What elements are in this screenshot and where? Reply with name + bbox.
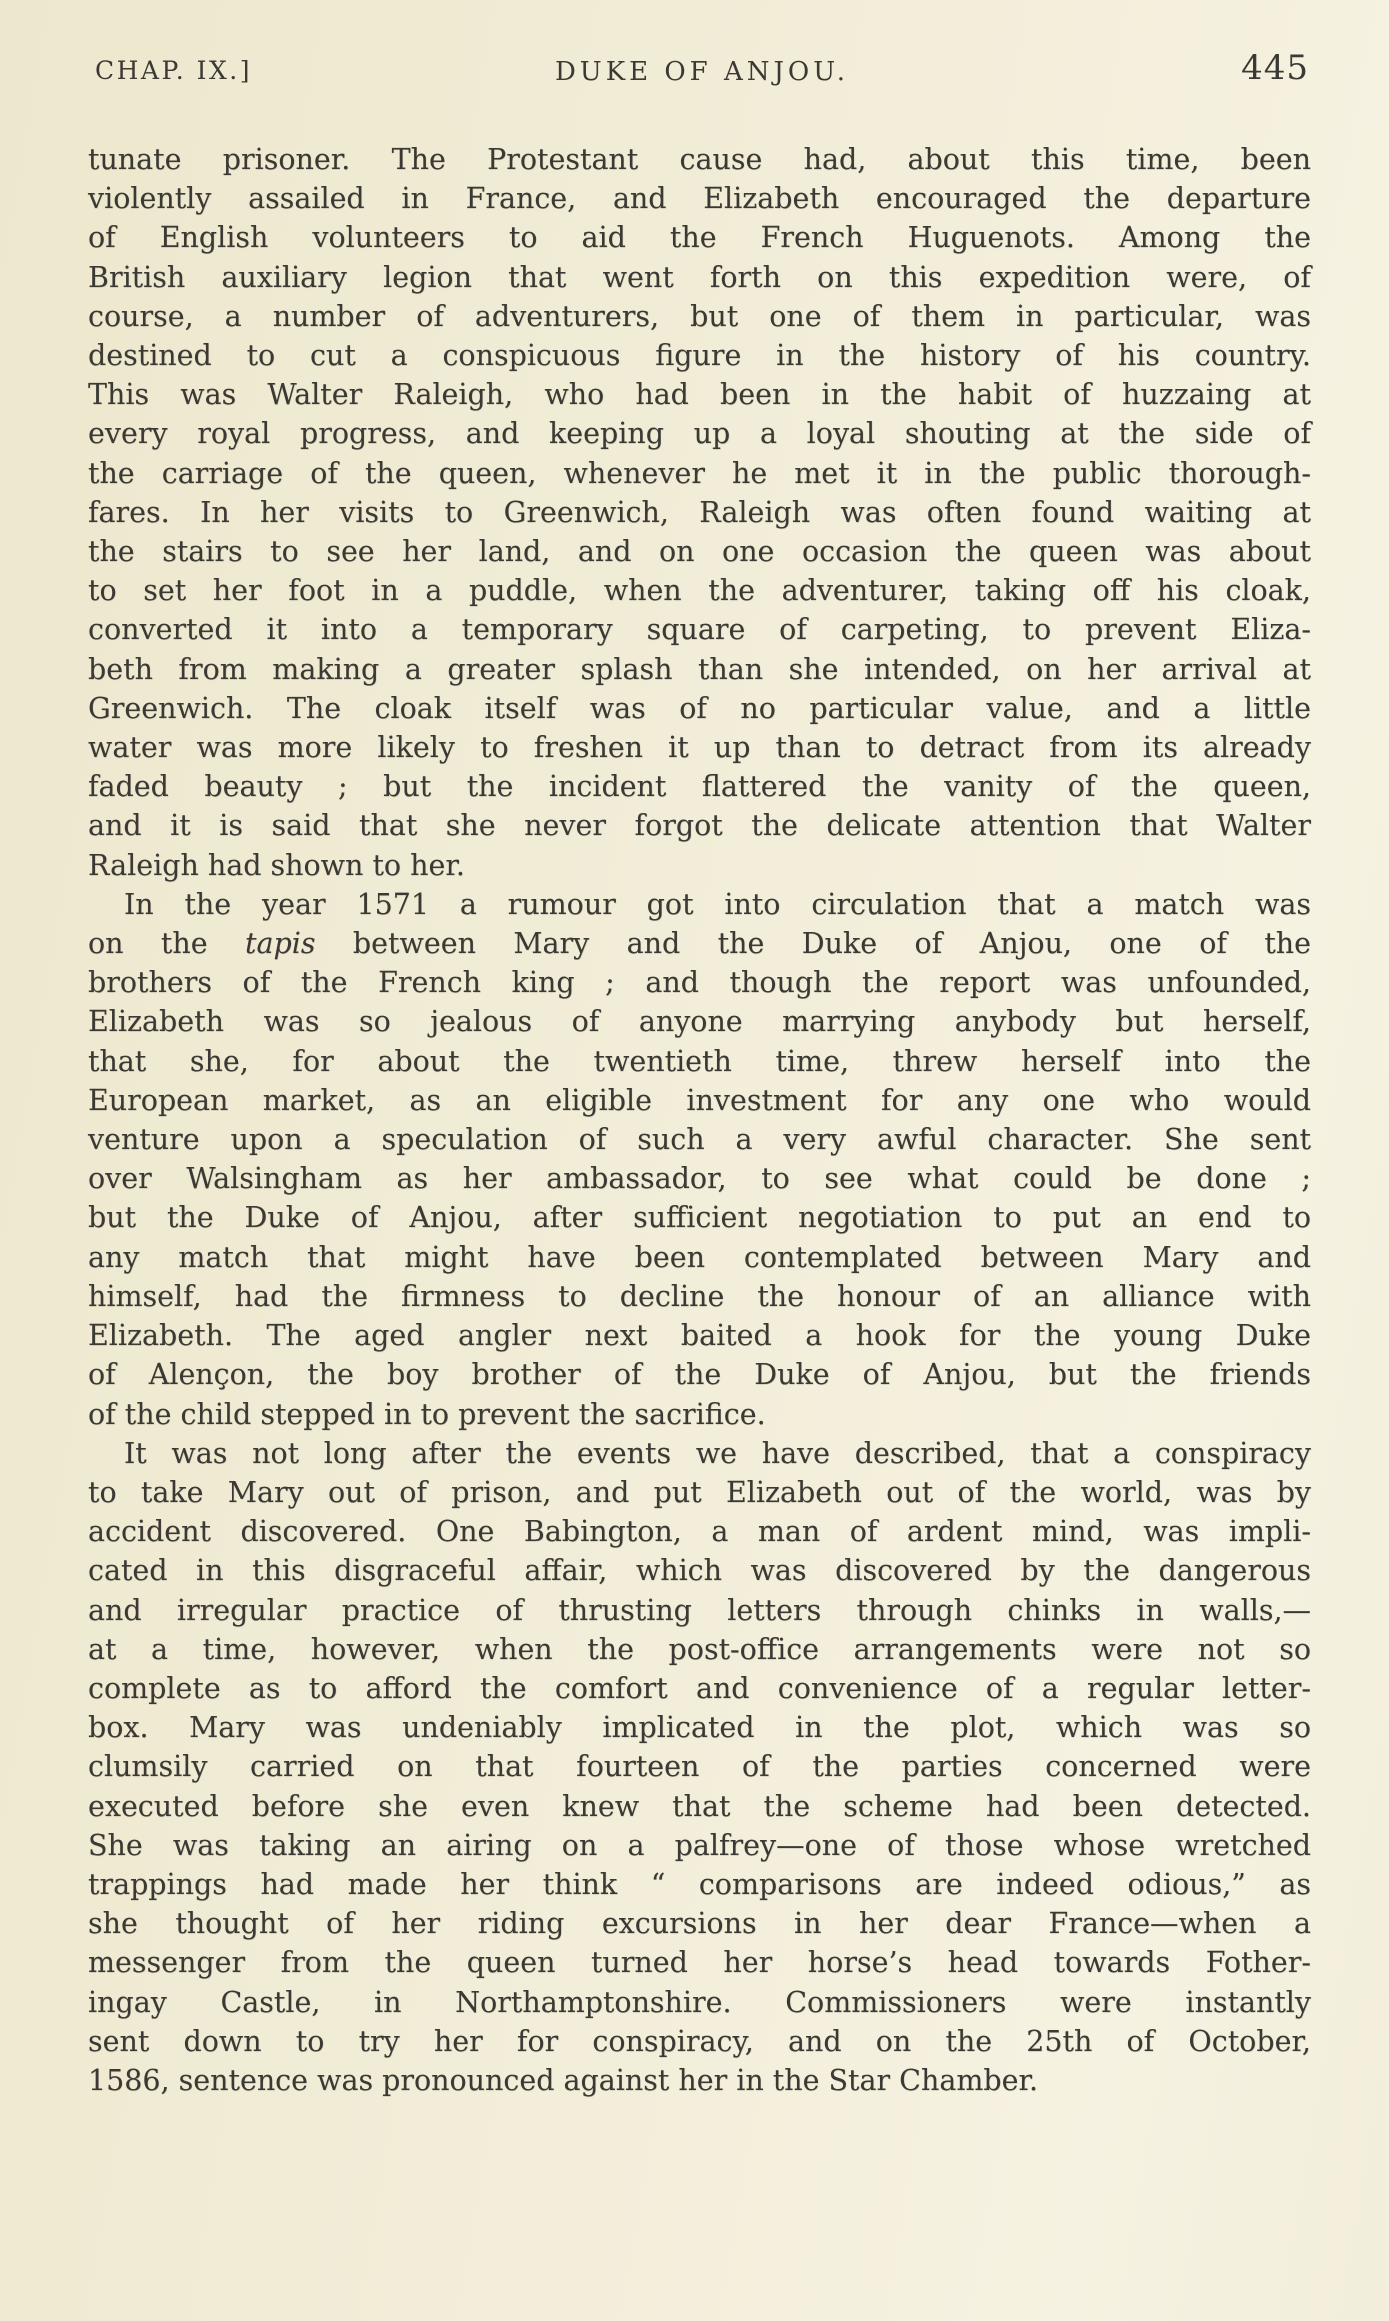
text-line: clumsily carried on that fourteen of the parties concerned were (88, 1750, 1311, 1784)
text-line: In the year 1571 a rumour got into circulation that a match was (124, 887, 1311, 921)
text-line: box. Mary was undeniably implicated in the plot, which was so (88, 1711, 1311, 1745)
text-line: destined to cut a conspicuous figure in the history of his country. (88, 339, 1311, 373)
text-line: she thought of her riding excursions in her dear France—when a (88, 1907, 1311, 1941)
text-line: but the Duke of Anjou, after sufficient negotiation to put an end to (88, 1201, 1311, 1235)
chapter-label: CHAP. IX.] (95, 56, 253, 85)
page-number: 445 (1241, 48, 1309, 88)
text-line: 1586, sentence was pronounced against her in the Star Chamber. (88, 2063, 1039, 2097)
text-line: himself, had the firmness to decline the honour of an alliance with (88, 1279, 1311, 1313)
text-line: tunate prisoner. The Protestant cause had, about this time, been (88, 143, 1311, 176)
text-line: course, a number of adventurers, but one of them in particular, was (88, 299, 1311, 333)
text-line: beth from making a greater splash than she intended, on her arrival at (88, 652, 1311, 686)
text-line: of Alençon, the boy brother of the Duke of Anjou, but the friends (88, 1358, 1311, 1392)
text-line: faded beauty ; but the incident flattered the vanity of the queen, (88, 770, 1311, 804)
text-line: It was not long after the events we have described, that a conspiracy (124, 1436, 1311, 1470)
text-line: She was taking an airing on a palfrey—one of those whose wretched (88, 1828, 1311, 1862)
text-line: fares. In her visits to Greenwich, Raleigh was often found waiting at (88, 495, 1311, 529)
text-line: sent down to try her for conspiracy, and on the 25th of October, (88, 2024, 1311, 2058)
paragraph (88, 140, 1311, 885)
text-line: that she, for about the twentieth time, threw herself into the (88, 1044, 1311, 1078)
text-line: This was Walter Raleigh, who had been in the habit of huzzaing at (88, 378, 1311, 412)
text-line: converted it into a temporary square of carpeting, to prevent Eliza- (88, 613, 1311, 647)
text-line: the stairs to see her land, and on one occasion the queen was about (88, 535, 1311, 569)
text-line: any match that might have been contemplated between Mary and (88, 1240, 1311, 1274)
text-line: venture upon a speculation of such a very awful character. She sent (88, 1123, 1311, 1157)
text-line: trappings had made her think “ comparisons are indeed odious,” as (88, 1867, 1311, 1901)
text-line: cated in this disgraceful affair, which was discovered by the dangerous (88, 1554, 1311, 1588)
text-line: Elizabeth. The aged angler next baited a hook for the young Duke (88, 1319, 1311, 1353)
text-line: Raleigh had shown to her. (88, 848, 465, 882)
text-line: the carriage of the queen, whenever he met it in the public thorough- (88, 456, 1311, 490)
text-line: of English volunteers to aid the French Huguenots. Among the (88, 221, 1311, 255)
text-line: accident discovered. One Babington, a man of ardent mind, was impli- (88, 1515, 1311, 1549)
text-line: complete as to afford the comfort and convenience of a regular letter- (88, 1671, 1311, 1705)
running-title: DUKE OF ANJOU. (554, 57, 850, 87)
text-line: every royal progress, and keeping up a loyal shouting at the side of (88, 417, 1311, 451)
text-line: water was more likely to freshen it up than to detract from its already (88, 731, 1311, 765)
text-line: on the tapis between Mary and the Duke of Anjou, one of the (88, 927, 1311, 961)
text-line: executed before she even knew that the scheme had been detected. (88, 1789, 1311, 1823)
text-line: brothers of the French king ; and though the report was unfounded, (88, 966, 1311, 1000)
text-line: and irregular practice of thrusting letters through chinks in walls,— (88, 1593, 1311, 1627)
text-line: at a time, however, when the post-office arrangements were not so (88, 1632, 1311, 1666)
page-body (88, 140, 1311, 2100)
text-line: ingay Castle, in Northamptonshire. Commissioners were instantly (88, 1985, 1311, 2019)
text-line: European market, as an eligible investment for any one who would (88, 1083, 1311, 1117)
text-line: British auxiliary legion that went forth on this expedition were, of (88, 260, 1311, 294)
text-line: violently assailed in France, and Elizabeth encouraged the departure (88, 182, 1311, 216)
paragraph (88, 1434, 1311, 2100)
text-line: messenger from the queen turned her horse’s head towards Fother- (88, 1946, 1311, 1980)
text-line: of the child stepped in to prevent the sacrifice. (88, 1397, 766, 1431)
text-line: and it is said that she never forgot the delicate attention that Walter (88, 809, 1311, 843)
text-line: to take Mary out of prison, and put Elizabeth out of the world, was by (88, 1475, 1311, 1509)
paragraph (88, 885, 1311, 1434)
page-header (95, 48, 1309, 92)
text-line: Greenwich. The cloak itself was of no particular value, and a little (88, 691, 1311, 725)
text-line: to set her foot in a puddle, when the adventurer, taking off his cloak, (88, 574, 1311, 608)
text-line: Elizabeth was so jealous of anyone marrying anybody but herself, (88, 1005, 1311, 1039)
text-line: over Walsingham as her ambassador, to see what could be done ; (88, 1162, 1311, 1196)
